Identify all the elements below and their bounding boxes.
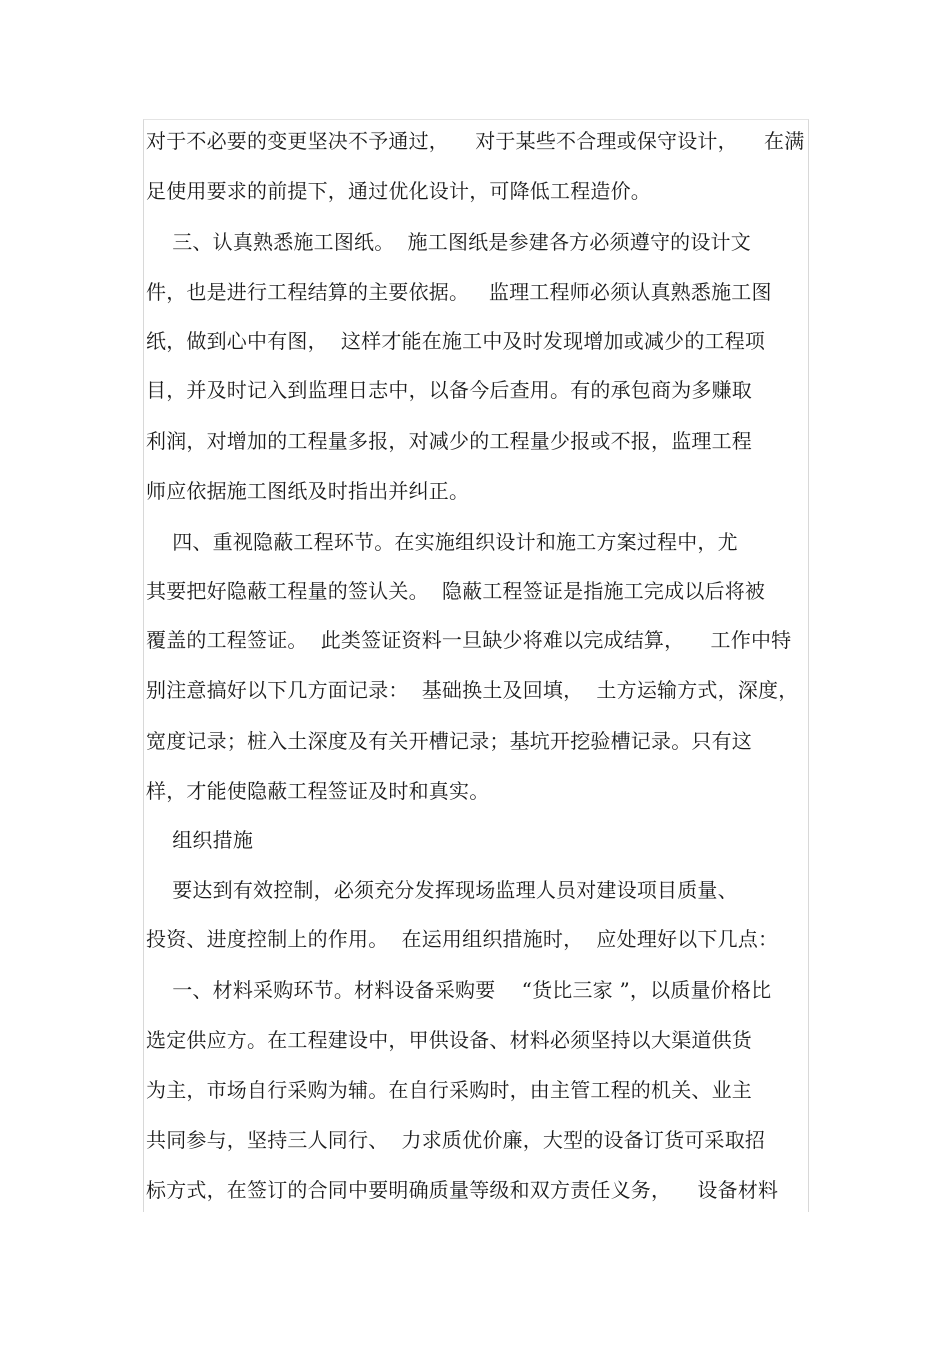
text-line: 样，才能使隐蔽工程签证及时和真实。: [146, 779, 490, 803]
text-line: 选定供应方。在工程建设中，甲供设备、材料必须坚持以大渠道供货: [146, 1028, 752, 1052]
text-line: 四、重视隐蔽工程环节。在实施组织设计和施工方案过程中，尤: [146, 530, 738, 554]
text-line: 要达到有效控制，必须充分发挥现场监理人员对建设项目质量、: [146, 878, 738, 902]
text-line: 利润，对增加的工程量多报，对减少的工程量少报或不报，监理工程: [146, 429, 752, 453]
text-line: 覆盖的工程签证。 此类签证资料一旦缺少将难以完成结算， 工作中特: [146, 628, 792, 652]
text-line: 宽度记录；桩入土深度及有关开槽记录；基坑开挖验槽记录。只有这: [146, 729, 752, 753]
text-line: 一、材料采购环节。材料设备采购要 “货比三家 ”，以质量价格比: [146, 978, 772, 1002]
text-line: 师应依据施工图纸及时指出并纠正。: [146, 479, 470, 503]
text-line: 对于不必要的变更坚决不予通过， 对于某些不合理或保守设计， 在满: [146, 129, 805, 153]
text-line: 为主，市场自行采购为辅。在自行采购时，由主管工程的机关、业主: [146, 1078, 752, 1102]
text-line: 三、认真熟悉施工图纸。 施工图纸是参建各方必须遵守的设计文: [146, 230, 751, 254]
text-line: 共同参与，坚持三人同行、 力求质优价廉，大型的设备订货可采取招: [146, 1128, 766, 1152]
text-line: 纸，做到心中有图， 这样才能在施工中及时发现增加或减少的工程项: [146, 329, 766, 353]
text-line: 其要把好隐蔽工程量的签认关。 隐蔽工程签证是指施工完成以后将被: [146, 579, 766, 603]
text-line: 投资、进度控制上的作用。 在运用组织措施时， 应处理好以下几点：: [146, 927, 779, 951]
section-heading: 组织措施: [146, 828, 254, 852]
text-line: 别注意搞好以下几方面记录： 基础换土及回填， 土方运输方式，深度，: [146, 678, 799, 702]
text-line: 足使用要求的前提下，通过优化设计，可降低工程造价。: [146, 179, 651, 203]
text-line: 目，并及时记入到监理日志中，以备今后查用。有的承包商为多赚取: [146, 378, 752, 402]
text-line: 件，也是进行工程结算的主要依据。 监理工程师必须认真熟悉施工图: [146, 280, 772, 304]
text-line: 标方式，在签订的合同中要明确质量等级和双方责任义务， 设备材料: [146, 1178, 779, 1202]
